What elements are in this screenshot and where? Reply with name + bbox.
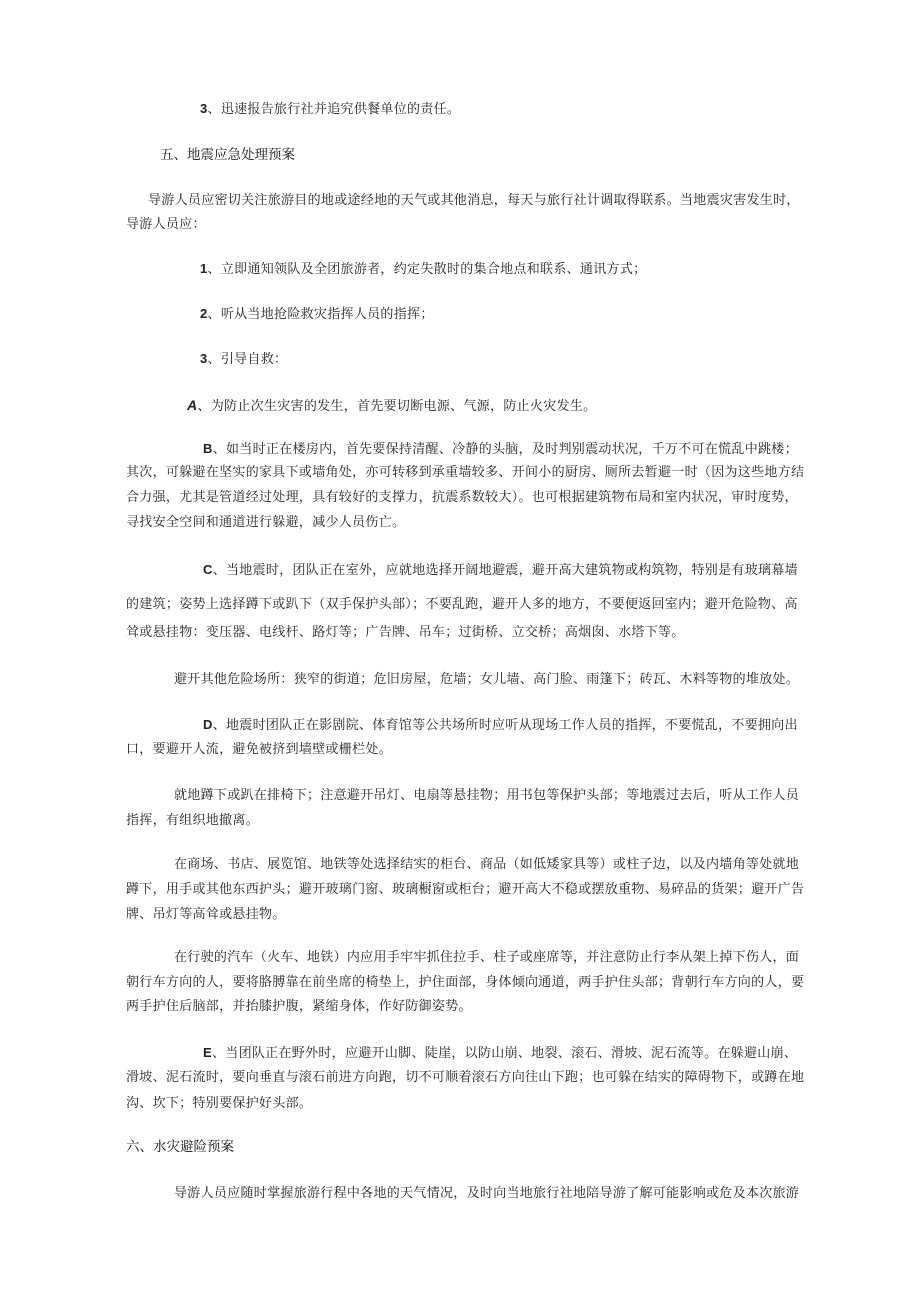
- paragraph-line: 其次，可躲避在坚实的家具下或墙角处，亦可转移到承重墙较多、开间小的厨房、厕所去暂避一时（因为这些地方结: [126, 465, 805, 480]
- item-letter: C: [203, 562, 213, 577]
- sub-item-e: [203, 1042, 797, 1065]
- item-letter: A: [187, 397, 198, 413]
- item-text: 、如当时正在楼房内，首先要保持清醒、冷静的头脑，及时判别震动状况，千万不可在慌乱中跳楼；: [212, 442, 798, 457]
- sub-item-a: [187, 394, 596, 418]
- paragraph-line: 导游人员应随时掌握旅游行程中各地的天气情况，及时向当地旅行社地陪导游了解可能影响或危及本次旅游: [174, 1186, 800, 1201]
- item-letter: E: [203, 1045, 212, 1060]
- item-letter: D: [203, 717, 213, 732]
- item-number: 2: [200, 306, 208, 321]
- paragraph-line: 沟、坎下；特别要保护好头部。: [126, 1096, 313, 1111]
- paragraph-line: 的建筑；姿势上选择蹲下或趴下（双手保护头部）；不要乱跑，避开人多的地方，不要便返回室内；避开危险物、高: [126, 597, 798, 612]
- item-text: 、当团队正在野外时，应避开山脚、陡崖，以防山崩、地裂、滚石、滑坡、泥石流等。在躲避山崩、: [211, 1046, 798, 1061]
- intro-paragraph-line: 导游人员应密切关注旅游目的地或途经地的天气或其他消息，每天与旅行社计调取得联系。当地震灾害发生时，: [148, 193, 800, 208]
- paragraph-line: 就地蹲下或趴在排椅下；注意避开吊灯、电扇等悬挂物；用书包等保护头部；等地震过去后，听从工作人员: [174, 788, 800, 803]
- paragraph-line: 寻找安全空间和通道进行躲避，减少人员伤亡。: [126, 515, 406, 530]
- paragraph-line: 滑坡、泥石流时，要向垂直与滚石前进方向跑，切不可顺着滚石方向往山下跑；也可躲在结实的障碍物下，或蹲在地: [126, 1070, 805, 1085]
- item-text: 、为防止次生灾害的发生，首先要切断电源、气源，防止火灾发生。: [197, 399, 597, 414]
- list-item-1: [200, 258, 646, 281]
- paragraph-line: 在商场、书店、展览馆、地铁等处选择结实的柜台、商品（如低矮家具等）或柱子边，以及内墙角等处就地: [174, 857, 800, 872]
- paragraph-line: 耸或悬挂物：变压器、电线杆、路灯等；广告牌、吊车；过街桥、立交桥；高烟囱、水塔下等。: [126, 625, 685, 640]
- paragraph-line: 在行驶的汽车（火车、地铁）内应用手牢牢抓住拉手、柱子或座席等，并注意防止行李从架上掉下伤人，面: [174, 950, 800, 965]
- paragraph-line: 牌、吊灯等高耸或悬挂物。: [126, 907, 286, 922]
- paragraph-line: 避开其他危险场所：狭窄的街道；危旧房屋，危墙；女儿墙、高门脸、雨篷下；砖瓦、木料等物的堆放处。: [174, 672, 800, 687]
- paragraph-line: 朝行车方向的人，要将胳膊靠在前坐席的椅垫上，护住面部，身体倾向通道，两手护住头部；背朝行车方向的人，要: [126, 975, 805, 990]
- item-number: 3: [200, 101, 208, 116]
- intro-paragraph-line: 导游人员应：: [126, 217, 206, 232]
- list-item-2: [200, 303, 434, 326]
- sub-item-b: [203, 438, 798, 461]
- item-number: 1: [200, 261, 208, 276]
- section-heading-flood: 六、水灾避险预案: [126, 1139, 234, 1154]
- paragraph-line: 蹲下，用手或其他东西护头；避开玻璃门窗、玻璃橱窗或柜台；避开高大不稳或摆放重物、易碎品的货架；避开广告: [126, 882, 805, 897]
- item-letter: B: [203, 441, 213, 456]
- item-text: 、立即通知领队及全团旅游者，约定失散时的集合地点和联系、通讯方式；: [207, 262, 647, 277]
- item-text: 、引导自救：: [207, 352, 288, 367]
- item-text: 、听从当地抢险救灾指挥人员的指挥；: [207, 307, 434, 322]
- sub-item-d: [203, 714, 798, 737]
- sub-item-c: [203, 559, 798, 582]
- paragraph-line: 指挥，有组织地撤离。: [126, 813, 260, 828]
- item-number: 3: [200, 351, 208, 366]
- item-text: 、当地震时，团队正在室外，应就地选择开阔地避震，避开高大建筑物或构筑物，特别是有玻璃幕墙: [212, 563, 798, 578]
- report-item: [200, 98, 460, 121]
- paragraph-line: 口，要避开人流，避免被挤到墙壁或栅栏处。: [126, 742, 393, 757]
- list-item-3: [200, 348, 287, 371]
- paragraph-line: 两手护住后脑部，并抬膝护腹，紧缩身体，作好防御姿势。: [126, 999, 472, 1014]
- item-text: 、迅速报告旅行社并追究供餐单位的责任。: [207, 102, 461, 117]
- item-text: 、地震时团队正在影剧院、体育馆等公共场所时应听从现场工作人员的指挥，不要慌乱，不要拥向出: [212, 718, 798, 733]
- paragraph-line: 合力强，尤其是管道经过处理，具有较好的支撑力，抗震系数较大）。也可根据建筑物布局和室内状况，审时度势，: [126, 490, 798, 505]
- section-heading-earthquake: 五、地震应急处理预案: [160, 147, 295, 162]
